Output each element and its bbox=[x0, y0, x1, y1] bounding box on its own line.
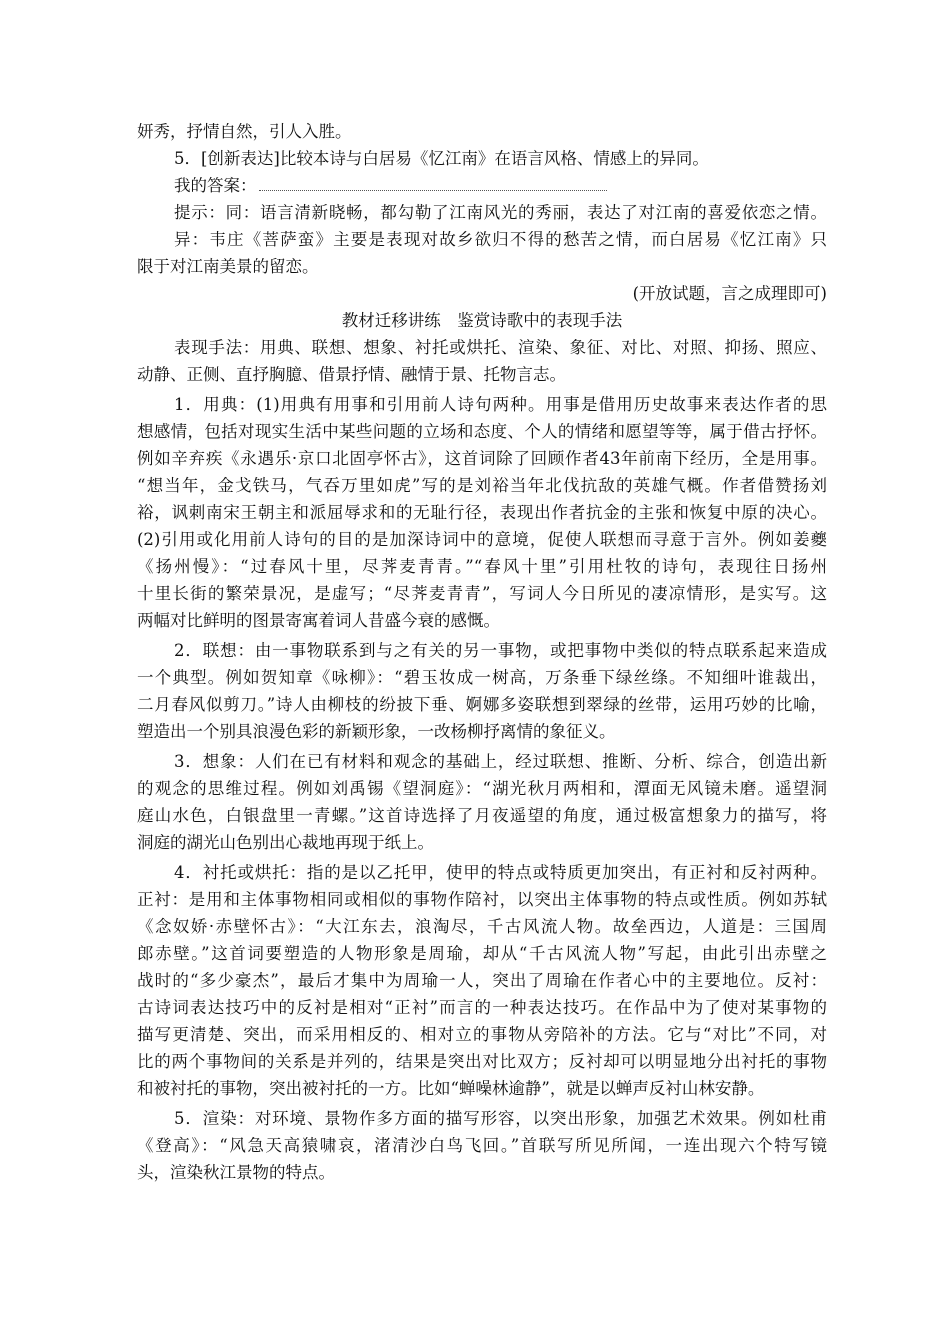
paragraph-line: 庭山水色，白银盘里一青螺。”这首诗选择了月夜遥望的角度，通过极富想象力的描写，将 bbox=[137, 806, 827, 825]
open-question-note: (开放试题，言之成理即可) bbox=[632, 284, 827, 303]
paragraph-line: 5．渲染：对环境、景物作多方面的描写形容，以突出形象，加强艺术效果。例如杜甫 bbox=[174, 1109, 827, 1128]
paragraph-line: 描写更清楚、突出，而采用相反的、相对立的事物从旁陪补的方法。它与“对比”不同，对 bbox=[137, 1025, 827, 1044]
paragraph-line: 塑造出一个别具浪漫色彩的新颖形象，一改杨柳抒离情的象征义。 bbox=[137, 722, 616, 741]
hint-diff-1: 异：韦庄《菩萨蛮》主要是表现对故乡欲归不得的愁苦之情，而白居易《忆江南》只 bbox=[174, 230, 827, 249]
answer-label: 我的答案： bbox=[174, 176, 257, 195]
paragraph-line: 例如辛弃疾《永遇乐·京口北固亭怀古》，这首词除了回顾作者43年前南下经历，全是用事。 bbox=[137, 449, 827, 468]
paragraph-line: “想当年，金戈铁马，气吞万里如虎”写的是刘裕当年北伐抗敌的英雄气概。作者借赞扬刘 bbox=[137, 476, 827, 495]
paragraph-line: 《扬州慢》：“过春风十里，尽荠麦青青。”“春风十里”引用杜牧的诗句，表现往日扬州 bbox=[137, 557, 827, 576]
paragraph-line: 《登高》：“风急天高猿啸哀，渚清沙白鸟飞回。”首联写所见所闻，一连出现六个特写镜 bbox=[137, 1136, 827, 1155]
paragraph-line: 郎赤壁。”这首词要塑造的人物形象是周瑜，却从“千古风流人物”写起，由此引出赤壁之 bbox=[137, 944, 827, 963]
paragraph-line: 正衬：是用和主体事物相同或相似的事物作陪衬，以突出主体事物的特点或性质。例如苏轼 bbox=[137, 890, 827, 909]
section-title: 教材迁移讲练 鉴赏诗歌中的表现手法 bbox=[341, 311, 623, 330]
paragraph-line: 4．衬托或烘托：指的是以乙托甲，使甲的特点或特质更加突出，有正衬和反衬两种。 bbox=[174, 863, 827, 882]
paragraph-allusion bbox=[137, 391, 827, 634]
paragraph-line: 十里长街的繁荣景况，是虚写；“尽荠麦青青”，写词人今日所见的凄凉情形，是实写。这 bbox=[137, 584, 827, 603]
intro-line: 动静、正侧、直抒胸臆、借景抒情、融情于景、托物言志。 bbox=[137, 365, 566, 384]
paragraph-line: (2)引用或化用前人诗句的目的是加深诗词中的意境，促使人联想而寻意于言外。例如姜夔 bbox=[137, 530, 827, 549]
paragraph-line: 的观念的思维过程。例如刘禹锡《望洞庭》：“湖光秋月两相和，潭面无风镜未磨。遥望洞 bbox=[137, 779, 827, 798]
paragraph-line: 战时的“多少豪杰”，最后才集中为周瑜一人，突出了周瑜在作者心中的主要地位。反衬： bbox=[137, 971, 827, 990]
paragraph-line: 2．联想：由一事物联系到与之有关的另一事物，或把事物中类似的特点联系起来造成 bbox=[174, 641, 827, 660]
question-5: 5．[创新表达]比较本诗与白居易《忆江南》在语言风格、情感上的异同。 bbox=[174, 149, 709, 168]
paragraph-association bbox=[137, 637, 827, 745]
paragraph-imagination bbox=[137, 748, 827, 856]
paragraph-line: 和被衬托的事物，突出被衬托的一方。比如“蝉噪林逾静”，就是以蝉声反衬山林安静。 bbox=[137, 1079, 765, 1098]
paragraph-line: 1．用典：(1)用典有用事和引用前人诗句两种。用事是借用历史故事来表达作者的思 bbox=[174, 395, 827, 414]
page-content bbox=[137, 118, 827, 1186]
paragraph-line: 头，渲染秋江景物的特点。 bbox=[137, 1163, 335, 1182]
paragraph-line: 《念奴娇·赤壁怀古》：“大江东去，浪淘尽，千古风流人物。故垒西边，人道是：三国周 bbox=[137, 917, 827, 936]
answer-blank[interactable] bbox=[259, 178, 607, 191]
hint-same: 提示：同：语言清新晓畅，都勾勒了江南风光的秀丽，表达了对江南的喜爱依恋之情。 bbox=[174, 203, 827, 222]
paragraph-line: 洞庭的湖光山色别出心裁地再现于纸上。 bbox=[137, 833, 434, 852]
paragraph-line: 一个典型。例如贺知章《咏柳》：“碧玉妆成一树高，万条垂下绿丝绦。不知细叶谁裁出， bbox=[137, 668, 827, 687]
paragraph-line: 3．想象：人们在已有材料和观念的基础上，经过联想、推断、分析、综合，创造出新 bbox=[174, 752, 827, 771]
carry-over-line: 妍秀，抒情自然，引人入胜。 bbox=[137, 122, 352, 141]
paragraph-rendering bbox=[137, 1105, 827, 1186]
paragraph-line: 两幅对比鲜明的图景寄寓着词人昔盛今衰的感慨。 bbox=[137, 611, 500, 630]
paragraph-line: 裕，讽刺南宋王朝主和派屈辱求和的无耻行径，表现出作者抗金的主张和恢复中原的决心。 bbox=[137, 503, 827, 522]
paragraph-contrast bbox=[137, 859, 827, 1102]
paragraph-line: 二月春风似剪刀。”诗人由柳枝的纷披下垂、婀娜多姿联想到翠绿的丝带，运用巧妙的比喻， bbox=[137, 695, 827, 714]
paragraph-line: 比的两个事物间的关系是并列的，结果是突出对比双方；反衬却可以明显地分出衬托的事物 bbox=[137, 1052, 827, 1071]
answer-line bbox=[137, 172, 827, 199]
hint-diff-2: 限于对江南美景的留恋。 bbox=[137, 257, 319, 276]
paragraph-line: 古诗词表达技巧中的反衬是相对“正衬”而言的一种表达技巧。在作品中为了使对某事物的 bbox=[137, 998, 827, 1017]
paragraph-line: 想感情，包括对现实生活中某些问题的立场和态度、个人的情绪和愿望等等，属于借古抒怀。 bbox=[137, 422, 827, 441]
intro-line: 表现手法：用典、联想、想象、衬托或烘托、渲染、象征、对比、对照、抑扬、照应、 bbox=[174, 338, 827, 357]
